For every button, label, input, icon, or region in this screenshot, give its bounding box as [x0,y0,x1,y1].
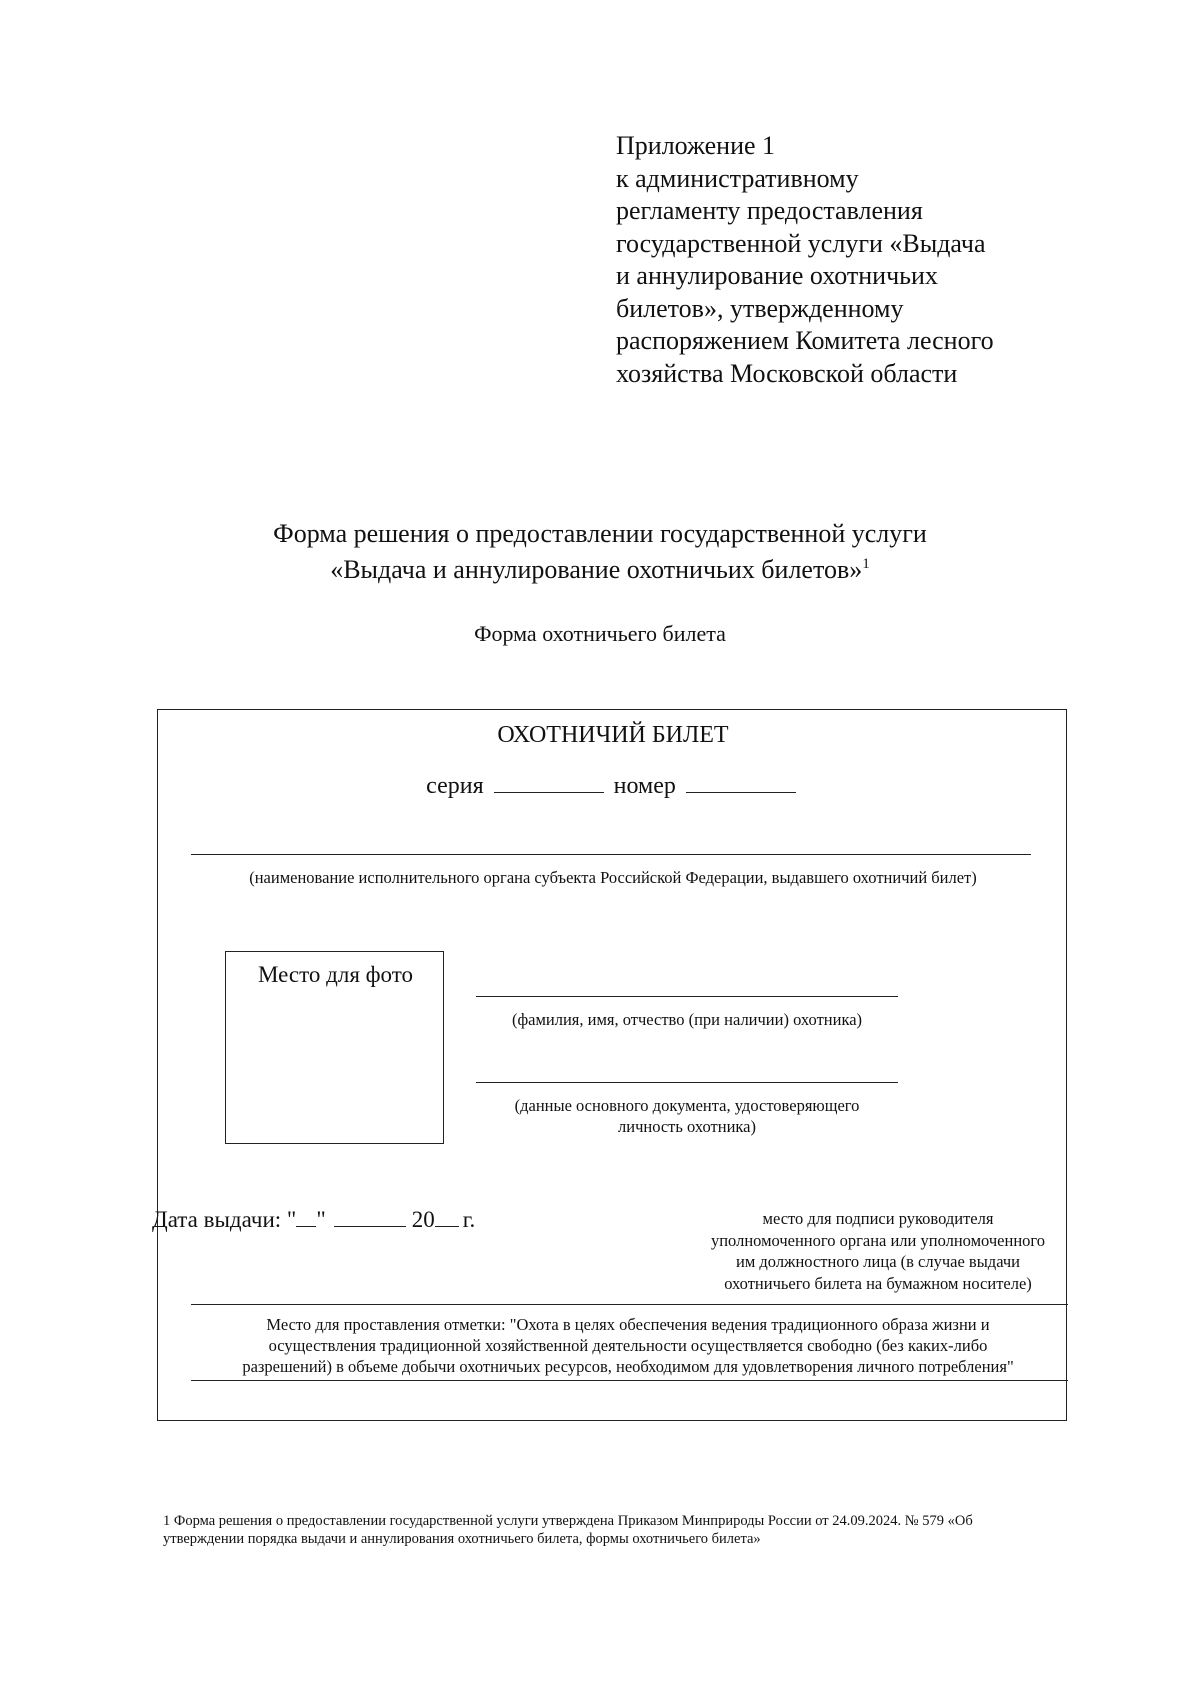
document-caption [462,1095,912,1137]
issue-month-blank [334,1206,406,1227]
series-label: серия [426,773,484,799]
annex-line: распоряжением Комитета лесного [616,326,994,355]
signature-line: место для подписи руководителя [762,1209,994,1228]
ticket-heading: ОХОТНИЧИЙ БИЛЕТ [497,722,729,748]
mark-line: осуществления традиционной хозяйственной деятельности осуществляется свободно (без каких-либо [268,1336,988,1355]
annex-line: хозяйства Московской области [616,358,958,388]
photo-label: Место для фото [258,962,413,987]
form-title [0,516,1200,588]
number-blank [686,770,796,793]
footnote-reference: 1 [862,556,870,572]
issuer-line [191,854,1031,855]
annex-line: и аннулирование охотничьих [616,261,938,290]
document-caption-line1: (данные основного документа, удостоверяющего [514,1096,860,1115]
form-title-line1: Форма решения о предоставлении государственной услуги [273,519,927,548]
signature-line: им должностного лица (в случае выдачи [736,1252,1020,1271]
name-caption: (фамилия, имя, отчество (при наличии) охотника) [511,1010,863,1029]
footnote-line2: утверждении порядка выдачи и аннулирования охотничьего билета, формы охотничьего билета» [163,1531,761,1547]
mark-bottom-line [191,1380,1068,1381]
ticket-form-label: Форма охотничьего билета [474,621,726,646]
form-title-line2 [0,552,1200,588]
signature-placeholder [688,1208,1068,1294]
document-caption-line2: личность охотника) [618,1117,756,1136]
document-line [476,1082,898,1083]
signature-line: охотничьего билета на бумажном носителе) [724,1273,1032,1293]
signature-line: уполномоченного органа или уполномоченного [710,1230,1046,1250]
issue-day-blank [296,1206,316,1227]
annex-line: Приложение 1 [616,131,776,160]
name-line [476,996,898,997]
photo-placeholder [225,951,444,1144]
footnote [163,1512,1083,1548]
annex-line: билетов», утвержденному [616,293,904,323]
issue-date [152,1206,475,1233]
annex-header [616,130,1066,390]
issue-date-quote: " [316,1207,326,1232]
mark-placeholder [188,1314,1068,1377]
number-label: номер [613,773,676,799]
mark-line: Место для проставления отметки: "Охота в целях обеспечения ведения традиционного образа жизни и [266,1315,990,1334]
issue-year-prefix: 20 [411,1207,435,1232]
annex-line: регламенту предоставления [616,196,923,225]
mark-line: разрешений) в объеме добычи охотничьих ресурсов, необходимом для удовлетворения личного потребления" [242,1357,1014,1376]
issue-year-blank [435,1206,459,1227]
mark-top-line [191,1304,1068,1305]
series-blank [494,770,604,793]
form-title-line2-text: «Выдача и аннулирование охотничьих билетов» [330,555,863,584]
hunting-ticket-frame [152,709,1067,1421]
annex-line: к административному [616,163,859,193]
footnote-line1: 1 Форма решения о предоставлении государственной услуги утверждена Приказом Минприроды России от 24.09.2024. № 579 «Об [163,1513,973,1529]
annex-line: государственной услуги «Выдача [616,228,986,258]
issuer-caption: (наименование исполнительного органа субъекта Российской Федерации, выдавшего охотничий билет) [249,868,977,887]
series-number-row [158,770,1068,800]
issue-year-suffix: г. [462,1207,476,1232]
issue-date-label: Дата выдачи: " [152,1207,297,1232]
